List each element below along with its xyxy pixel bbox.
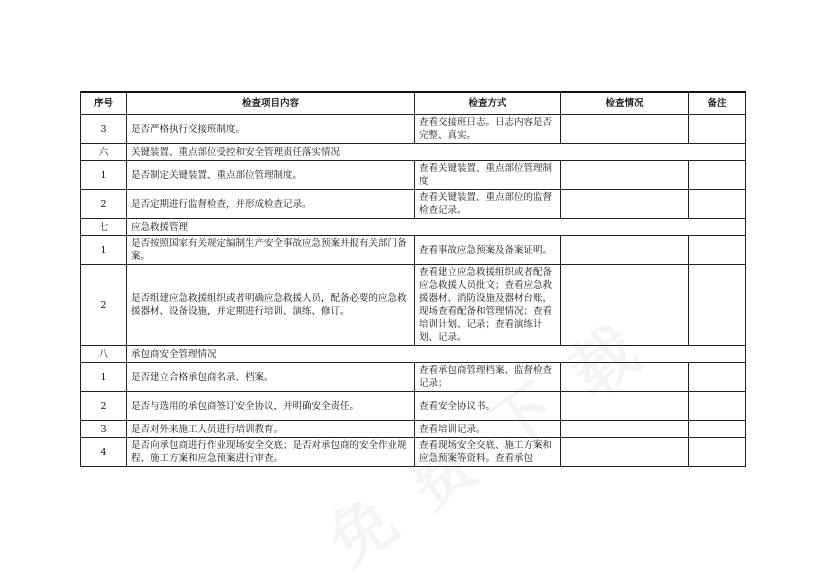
section-title: 关键装置、重点部位受控和安全管理责任落实情况 xyxy=(127,144,746,161)
row-status-cell xyxy=(561,392,689,421)
row-method: 查看培训记录。 xyxy=(415,421,561,438)
row-content: 是否按照国家有关规定编制生产安全事故应急预案并报有关部门备案。 xyxy=(127,236,415,265)
row-method: 查看安全协议书。 xyxy=(415,392,561,421)
table-header-row xyxy=(81,92,746,115)
row-index: 3 xyxy=(81,421,127,438)
header-status: 检查情况 xyxy=(561,92,689,115)
header-remark: 备注 xyxy=(689,92,746,115)
section-title: 承包商安全管理情况 xyxy=(127,346,746,363)
row-remark-cell xyxy=(689,161,746,190)
section-title: 应急救援管理 xyxy=(127,219,746,236)
section-index: 六 xyxy=(81,144,127,161)
section-row xyxy=(81,144,746,161)
row-method: 查看事故应急预案及备案证明。 xyxy=(415,236,561,265)
table-row xyxy=(81,190,746,219)
row-content: 是否制定关键装置、重点部位管理制度。 xyxy=(127,161,415,190)
row-content: 是否建立合格承包商名录、档案。 xyxy=(127,363,415,392)
table-row xyxy=(81,363,746,392)
row-index: 2 xyxy=(81,392,127,421)
row-status-cell xyxy=(561,190,689,219)
row-remark-cell xyxy=(689,115,746,144)
row-index: 1 xyxy=(81,236,127,265)
table-row xyxy=(81,392,746,421)
row-remark-cell xyxy=(689,190,746,219)
row-status-cell xyxy=(561,438,689,467)
section-row xyxy=(81,346,746,363)
row-index: 3 xyxy=(81,115,127,144)
row-index: 1 xyxy=(81,363,127,392)
table-row xyxy=(81,115,746,144)
header-item: 检查项目内容 xyxy=(127,92,415,115)
header-seq: 序号 xyxy=(81,92,127,115)
row-status-cell xyxy=(561,363,689,392)
row-content: 是否严格执行交接班制度。 xyxy=(127,115,415,144)
row-remark-cell xyxy=(689,236,746,265)
section-index: 七 xyxy=(81,219,127,236)
row-status-cell xyxy=(561,115,689,144)
row-method: 查看交接班日志。日志内容是否完整、真实。 xyxy=(415,115,561,144)
row-content: 是否定期进行监督检查，并形成检查记录。 xyxy=(127,190,415,219)
row-method: 查看承包商管理档案、监督检查记录； xyxy=(415,363,561,392)
row-content: 是否与选用的承包商签订安全协议，并明确安全责任。 xyxy=(127,392,415,421)
table-row xyxy=(81,161,746,190)
row-method: 查看建立应急救援组织或者配备应急救援人员批文；查看应急救援器材、消防设施及器材台账，现场查看配备和管理情况；查看培训计划、记录；查看演练计划、记录。 xyxy=(415,265,561,346)
table-row xyxy=(81,265,746,346)
row-content: 是否对外来施工人员进行培训教育。 xyxy=(127,421,415,438)
row-remark-cell xyxy=(689,421,746,438)
table-row xyxy=(81,236,746,265)
row-remark-cell xyxy=(689,392,746,421)
header-method: 检查方式 xyxy=(415,92,561,115)
row-method: 查看关键装置、重点部位管理制度 xyxy=(415,161,561,190)
section-row xyxy=(81,219,746,236)
row-method: 查看关键装置、重点部位的监督检查记录。 xyxy=(415,190,561,219)
inspection-table xyxy=(80,91,746,467)
row-index: 4 xyxy=(81,438,127,467)
row-status-cell xyxy=(561,161,689,190)
row-index: 2 xyxy=(81,265,127,346)
row-status-cell xyxy=(561,265,689,346)
row-remark-cell xyxy=(689,363,746,392)
row-content: 是否组建应急救援组织或者明确应急救援人员，配备必要的应急救援器材、设备设施，并定期进行培训、演练、修订。 xyxy=(127,265,415,346)
row-status-cell xyxy=(561,421,689,438)
table-row xyxy=(81,421,746,438)
row-content: 是否向承包商进行作业现场安全交底；是否对承包商的安全作业规程、施工方案和应急预案进行审查。 xyxy=(127,438,415,467)
row-index: 1 xyxy=(81,161,127,190)
row-index: 2 xyxy=(81,190,127,219)
section-index: 八 xyxy=(81,346,127,363)
row-method: 查看现场安全交底、施工方案和应急预案等资料。查看承包 xyxy=(415,438,561,467)
row-remark-cell xyxy=(689,438,746,467)
row-status-cell xyxy=(561,236,689,265)
row-remark-cell xyxy=(689,265,746,346)
table-row xyxy=(81,438,746,467)
